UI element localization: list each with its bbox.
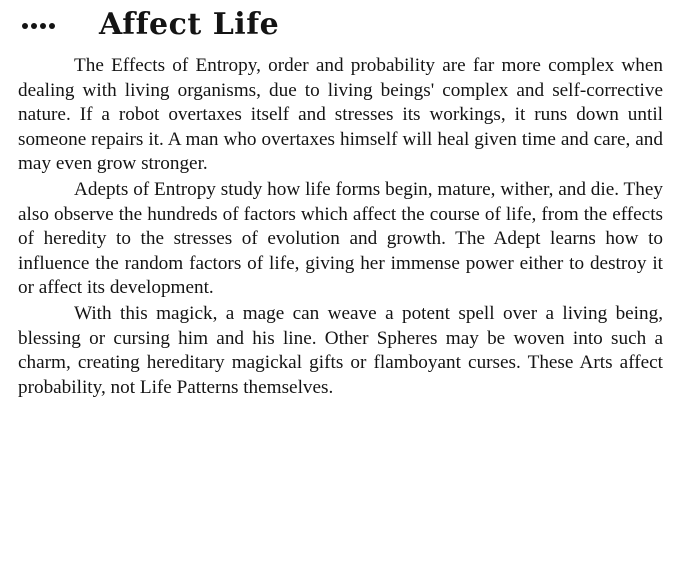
rating-dots <box>22 21 55 29</box>
dot-icon <box>49 23 55 29</box>
dot-icon <box>40 23 46 29</box>
dot-icon <box>31 23 37 29</box>
section-title: Affect Life <box>99 7 280 42</box>
paragraph-3: With this magick, a mage can weave a potent spell over a living being, blessing or cursing him and his line. Other Spheres may be woven into such a charm, creating hereditary magickal gifts or flamboyant curses. These Arts affect probability, not Life Patterns themselves. <box>18 302 663 398</box>
paragraph-1: The Effects of Entropy, order and probability are far more complex when dealing with living organisms, due to living beings' complex and self-corrective nature. If a robot overtaxes itself and stresses its workings, it runs down until someone repairs it. A man who overtaxes himself will heal given time and care, and may even grow stronger. <box>18 55 663 175</box>
section-body <box>18 54 663 400</box>
dot-icon <box>22 23 28 29</box>
section-heading <box>18 4 663 46</box>
paragraph-2: Adepts of Entropy study how life forms begin, mature, wither, and die. They also observe the hundreds of factors which affect the course of life, from the effects of heredity to the stresses of evolution and growth. The Adept learns how to influence the random factors of life, giving her immense power either to destroy it or affect its development. <box>18 178 663 299</box>
